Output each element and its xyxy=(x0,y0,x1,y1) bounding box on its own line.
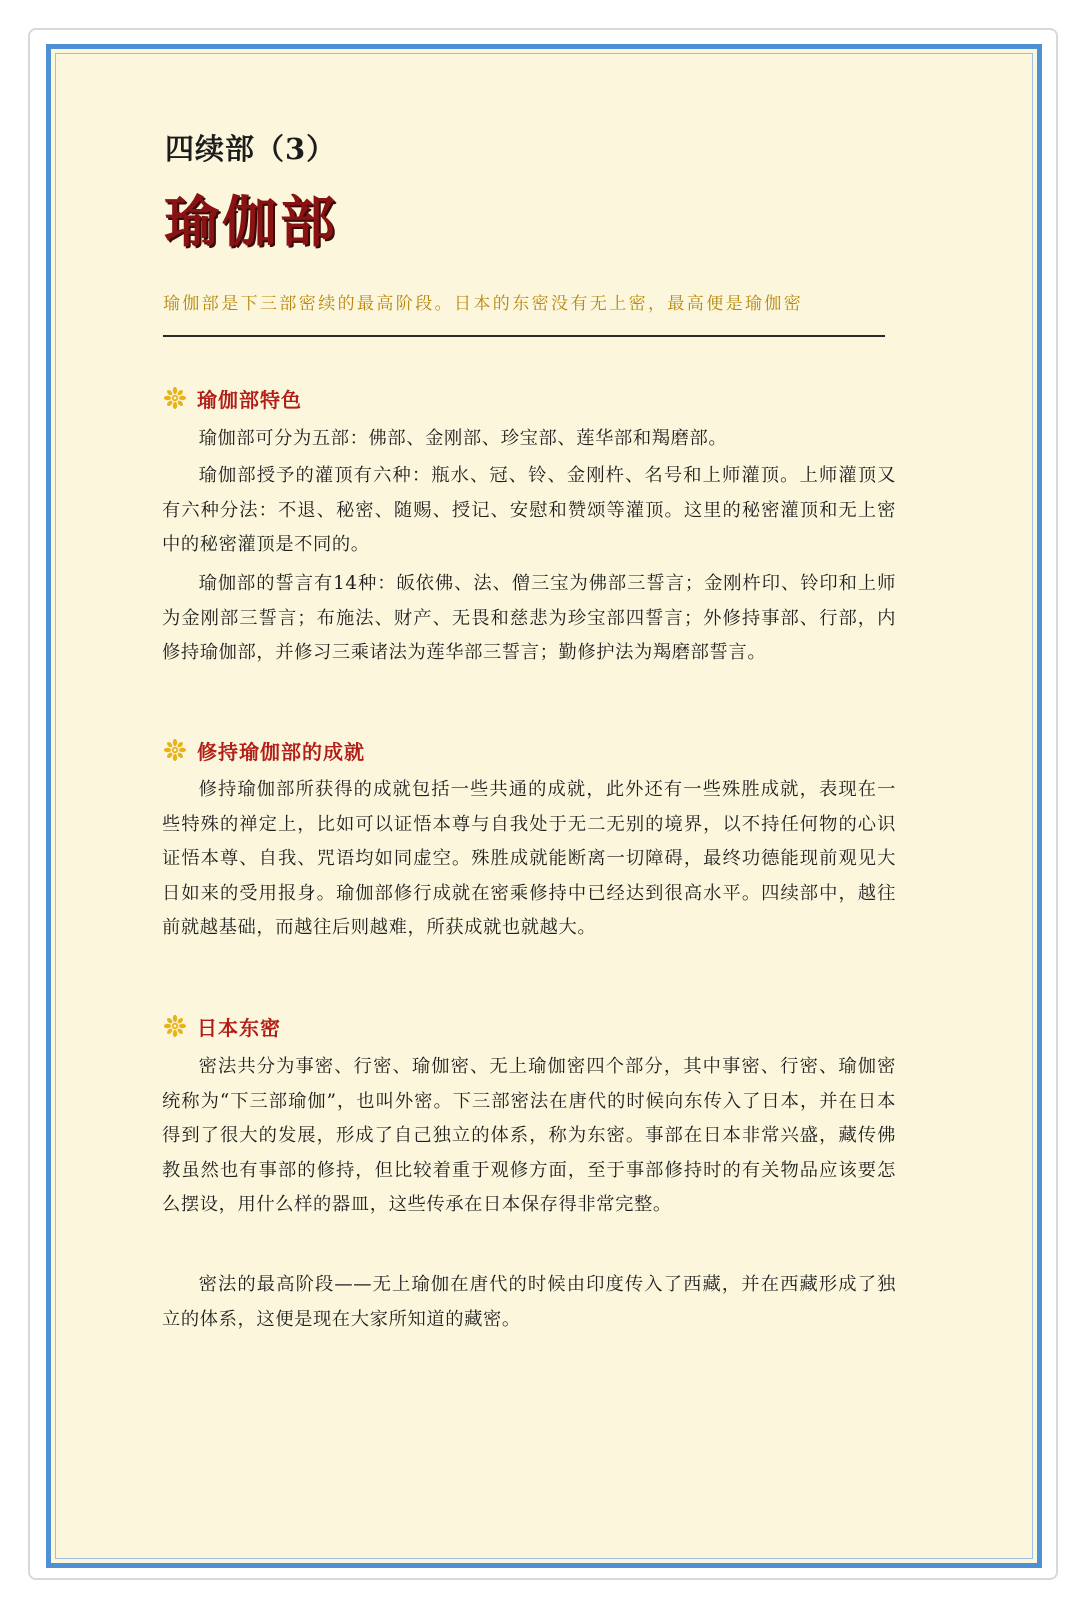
section-title: 瑜伽部特色 xyxy=(197,387,302,412)
paragraph: 瑜伽部的誓言有14种：皈依佛、法、僧三宝为佛部三誓言；金刚杵印、铃印和上师为金刚部三誓言；布施法、财产、无畏和慈悲为珍宝部四誓言；外修持事部、行部，内修持瑜伽部，并修习三乘诸法为莲华部三誓言；勤修护法为羯磨部誓言。 xyxy=(162,573,896,663)
flower-icon xyxy=(163,1014,187,1038)
section-heading xyxy=(163,1011,281,1041)
paragraph: 密法的最高阶段——无上瑜伽在唐代的时候由印度传入了西藏，并在西藏形成了独立的体系，这便是现在大家所知道的藏密。 xyxy=(162,1274,896,1330)
flower-icon xyxy=(163,386,187,410)
header-divider xyxy=(163,335,885,337)
series-title: 四续部（3） xyxy=(165,132,337,166)
paragraph: 修持瑜伽部所获得的成就包括一些共通的成就，此外还有一些殊胜成就，表现在一些特殊的禅定上，比如可以证悟本尊与自我处于无二无别的境界，以不持任何物的心识证悟本尊、自我、咒语均如同虚空。殊胜成就能断离一切障碍，最终功德能现前观见大日如来的受用报身。瑜伽部修行成就在密乘修持中已经达到很高水平。四续部中，越往前就越基础，而越往后则越难，所获成就也就越大。 xyxy=(162,779,896,938)
flower-icon xyxy=(163,738,187,762)
section-heading xyxy=(163,735,365,765)
section-title: 修持瑜伽部的成就 xyxy=(197,739,365,764)
page-title: 瑜伽部 xyxy=(164,189,339,254)
section-title: 日本东密 xyxy=(197,1015,281,1040)
section-heading xyxy=(163,383,302,413)
paragraph: 瑜伽部授予的灌顶有六种：瓶水、冠、铃、金刚杵、名号和上师灌顶。上师灌顶又有六种分法：不退、秘密、随赐、授记、安慰和赞颂等灌顶。这里的秘密灌顶和无上密中的秘密灌顶是不同的。 xyxy=(162,465,896,555)
lede-text: 瑜伽部是下三部密续的最高阶段。日本的东密没有无上密，最高便是瑜伽密 xyxy=(163,294,804,314)
paragraph: 瑜伽部可分为五部：佛部、金刚部、珍宝部、莲华部和羯磨部。 xyxy=(198,428,728,449)
paragraph: 密法共分为事密、行密、瑜伽密、无上瑜伽密四个部分，其中事密、行密、瑜伽密统称为“下三部瑜伽”，也叫外密。下三部密法在唐代的时候向东传入了日本，并在日本得到了很大的发展，形成了自己独立的体系，称为东密。事部在日本非常兴盛，藏传佛教虽然也有事部的修持，但比较着重于观修方面，至于事部修持时的有关物品应该要怎么摆设，用什么样的器皿，这些传承在日本保存得非常完整。 xyxy=(162,1056,896,1215)
